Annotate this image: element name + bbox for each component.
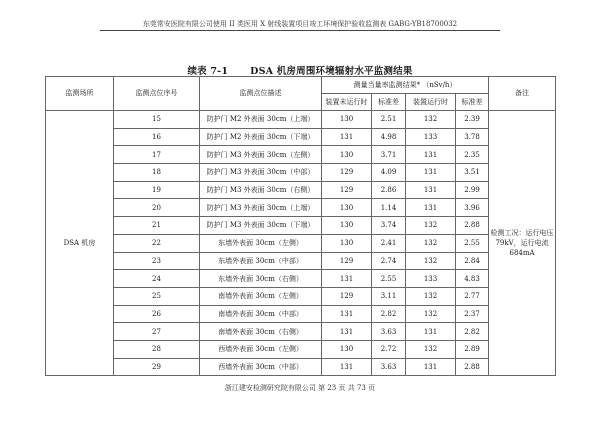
point-no-cell: 23 [114,252,200,270]
description-cell: 东墙外表面 30cm（中部） [200,252,322,270]
std-dev-off-cell: 2.51 [372,111,406,129]
description-cell: 东墙外表面 30cm（左侧） [200,234,322,252]
description-cell: 防护门 M3 外表面 30cm（左侧） [200,146,322,164]
not-running-value-cell: 130 [322,111,372,129]
std-dev-on-cell: 3.51 [456,164,489,182]
table-body [46,111,556,376]
std-dev-off-cell: 2.55 [372,270,406,288]
point-no-cell: 24 [114,270,200,288]
not-running-value-cell: 129 [322,287,372,305]
point-no-cell: 17 [114,146,200,164]
std-dev-off-cell: 3.11 [372,287,406,305]
not-running-value-cell: 131 [322,305,372,323]
std-dev-on-cell: 2.37 [456,305,489,323]
description-cell: 防护门 M3 外表面 30cm（中部） [200,164,322,182]
table-title [0,63,600,77]
std-dev-on-cell: 3.96 [456,199,489,217]
not-running-value-cell: 130 [322,234,372,252]
not-running-value-cell: 131 [322,270,372,288]
running-value-cell: 133 [406,270,456,288]
table-row [46,217,556,235]
running-value-cell: 132 [406,305,456,323]
table-row [46,252,556,270]
header-rule [100,30,500,31]
std-dev-off-cell: 3.63 [372,358,406,376]
std-dev-on-cell: 2.88 [456,358,489,376]
col-header-description: 监测点位描述 [200,77,322,111]
description-cell: 防护门 M2 外表面 30cm（上端） [200,111,322,129]
running-value-cell: 132 [406,252,456,270]
point-no-cell: 27 [114,323,200,341]
description-cell: 防护门 M3 外表面 30cm（下端） [200,217,322,235]
description-cell: 南墙外表面 30cm（右侧） [200,323,322,341]
point-no-cell: 26 [114,305,200,323]
table-row [46,305,556,323]
running-value-cell: 131 [406,323,456,341]
col-header-remarks: 备注 [489,77,556,111]
col-header-std-dev: 标准差 [372,94,406,111]
col-header-running: 装置运行时 [406,94,456,111]
not-running-value-cell: 130 [322,199,372,217]
table-row [46,287,556,305]
point-no-cell: 20 [114,199,200,217]
running-value-cell: 132 [406,340,456,358]
std-dev-on-cell: 2.89 [456,340,489,358]
not-running-value-cell: 130 [322,146,372,164]
running-value-cell: 131 [406,146,456,164]
running-value-cell: 131 [406,164,456,182]
std-dev-off-cell: 2.72 [372,340,406,358]
running-value-cell: 133 [406,128,456,146]
running-value-cell: 131 [406,199,456,217]
not-running-value-cell: 129 [322,252,372,270]
point-no-cell: 25 [114,287,200,305]
std-dev-on-cell: 3.78 [456,128,489,146]
table-number: 续表 7-1 [187,66,229,77]
not-running-value-cell: 129 [322,164,372,182]
running-value-cell: 132 [406,287,456,305]
description-cell: 防护门 M3 外表面 30cm（右侧） [200,181,322,199]
not-running-value-cell: 131 [322,128,372,146]
point-no-cell: 21 [114,217,200,235]
point-no-cell: 15 [114,111,200,129]
table-row [46,234,556,252]
std-dev-on-cell: 2.99 [456,181,489,199]
running-value-cell: 131 [406,358,456,376]
description-cell: 西墙外表面 30cm（左侧） [200,340,322,358]
table-row [46,270,556,288]
page-header: 东莞常安医院有限公司使用 II 类医用 X 射线装置项目竣工环境保护验收监测表 GABG-YB18700032 [142,20,458,28]
monitoring-table [45,76,556,376]
std-dev-on-cell: 2.39 [456,111,489,129]
point-no-cell: 18 [114,164,200,182]
description-cell: 南墙外表面 30cm（中部） [200,305,322,323]
point-no-cell: 19 [114,181,200,199]
col-header-not-running: 装置未运行时 [322,94,372,111]
std-dev-off-cell: 3.74 [372,217,406,235]
col-header-std-dev: 标准差 [456,94,489,111]
not-running-value-cell: 129 [322,181,372,199]
running-value-cell: 132 [406,234,456,252]
table-row [46,181,556,199]
col-header-location: 监测场所 [46,77,114,111]
description-cell: 东墙外表面 30cm（右侧） [200,270,322,288]
std-dev-on-cell: 2.82 [456,323,489,341]
table-row [46,111,556,129]
std-dev-off-cell: 4.09 [372,164,406,182]
std-dev-on-cell: 2.84 [456,252,489,270]
running-value-cell: 132 [406,217,456,235]
description-cell: 南墙外表面 30cm（左侧） [200,287,322,305]
point-no-cell: 22 [114,234,200,252]
point-no-cell: 29 [114,358,200,376]
table-row [46,323,556,341]
not-running-value-cell: 130 [322,340,372,358]
not-running-value-cell: 131 [322,358,372,376]
std-dev-off-cell: 1.14 [372,199,406,217]
description-cell: 防护门 M3 外表面 30cm（上端） [200,199,322,217]
point-no-cell: 16 [114,128,200,146]
table-row [46,164,556,182]
std-dev-off-cell: 2.86 [372,181,406,199]
table-caption: DSA 机房周围环境辐射水平监测结果 [250,66,413,77]
std-dev-on-cell: 2.35 [456,146,489,164]
std-dev-off-cell: 2.41 [372,234,406,252]
std-dev-off-cell: 3.71 [372,146,406,164]
not-running-value-cell: 131 [322,323,372,341]
std-dev-off-cell: 2.82 [372,305,406,323]
col-header-point-no: 监测点位序号 [114,77,200,111]
std-dev-on-cell: 2.77 [456,287,489,305]
std-dev-off-cell: 3.63 [372,323,406,341]
std-dev-on-cell: 2.88 [456,217,489,235]
table-row [46,146,556,164]
std-dev-off-cell: 4.98 [372,128,406,146]
table-row [46,199,556,217]
table-row [46,358,556,376]
running-value-cell: 131 [406,181,456,199]
not-running-value-cell: 130 [322,217,372,235]
description-cell: 防护门 M2 外表面 30cm（下端） [200,128,322,146]
page-footer: 浙江建安检测研究院有限公司 第 23 页 共 73 页 [224,384,376,392]
table-row [46,340,556,358]
location-cell: DSA 机房 [46,111,114,376]
std-dev-on-cell: 2.55 [456,234,489,252]
point-no-cell: 28 [114,340,200,358]
col-header-result-group: 测量当量率监测结果* （nSv/h） [322,77,489,94]
description-cell: 西墙外表面 30cm（中部） [200,358,322,376]
std-dev-off-cell: 2.74 [372,252,406,270]
remarks-cell: 检测工况：运行电压 79kV，运行电流 684mA [489,111,556,376]
std-dev-on-cell: 4.83 [456,270,489,288]
running-value-cell: 132 [406,111,456,129]
table-row [46,128,556,146]
